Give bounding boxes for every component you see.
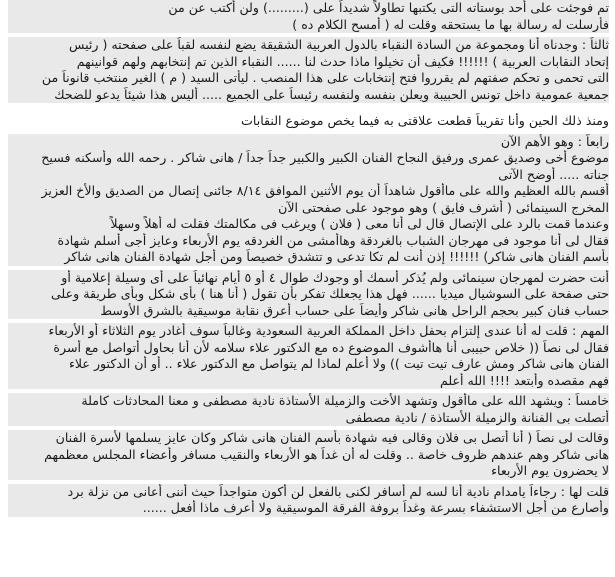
text-line: ثالثاً : وجدناه أنا ومجموعة من السادة النقباء بالدول العربية الشقيقة يضع لنفسه لقباً على صفحته ( رئيس — [69, 37, 609, 52]
text-line: جناته ..... أوضح الآتى — [498, 166, 609, 182]
text-line: قلت لها : رجاءاً يامدام نادية أنا لسه لم أسافر لكنى بالفعل لن أكون متواجداً حيث أننى أعانى من نزلة برد — [67, 483, 609, 499]
paragraph — [8, 0, 609, 33]
text-line: حساب فنان كبير بحجم الراحل هانى شاكر وأيضاً على حساب أعرق نقابة موسيقية بالشرق الأوسط — [100, 302, 609, 318]
text-line: وأصارع من أجل الاستشفاء بسرعة وغداً بروفة الفرقة الموسيقية ولا أعرف ماذا أفعل ...... — [142, 500, 609, 515]
text-line: فأرسلت له رسالة بها ما يستحقه وقلت له ( أمسح الكلام ده ) — [292, 16, 609, 32]
text-line: فهم مقصده وأبتعد !!!! الله أعلم — [439, 372, 609, 388]
text-line: التى تحمى و تحكم صفتهم لم يقرروا فتح إنتخابات على هذا المنصب . ليأتى السيد ( م ) الغير منتخب قانوناً من — [41, 70, 609, 85]
text-line: الفنان هانى شاكر ومش عارف تيت تيت )) ولا أعلم لماذا لم يتواصل مع الدكتور علاء .. أو أن الدكتور علاء — [68, 356, 609, 371]
paragraph — [8, 393, 609, 426]
text-line: إتحاد النقابات العربية ) !!!!!! فكيف أن تخيلوا ماذا حدث لنا ...... النقباء الذين تم إنتخابهم ولهم قوانينهم — [76, 53, 609, 69]
text-line: تم فوجئت على أحد بوستاته التى يكتبها تطاولاً شديداً على (.........) ولن أكتب عن من — [168, 0, 609, 15]
paragraph — [8, 37, 609, 103]
paragraph-spacer — [8, 103, 609, 113]
text-line: لا يحضرون يوم الأربعاء — [491, 463, 609, 478]
text-line: بأسم الفنان هانى شاكر) !!!!!! إذن أنت لم تكا تدعى و تتشدق خصيصاً ومن أجل شهادة الفنان هانى شاكر — [64, 249, 609, 264]
text-line: أنت حضرت لمهرجان سينمائى ولم يُذكر أسمك أو وجودك طوال ٤ أو ٥ أيام نهائياً على أى وسيلة إعلامية أو — [61, 269, 609, 285]
paragraph — [8, 270, 609, 320]
text-line: خامساً : ويشهد الله على ماأقول وتشهد الأخت والزميلة الأستاذة نادية مصطفى و معنا المحادثات كاملة — [81, 393, 609, 408]
paragraph — [8, 430, 609, 480]
text-line: وقالت لى نصاً ( أنا أتصل بى فلان وقالى فيه شهادة بأسم الفنان هانى شاكر وكان عايز يسلمها لأسرة الفنان — [55, 430, 609, 445]
paragraph — [8, 113, 609, 130]
text-line: رابعاً : وهو الأهم الآن — [500, 133, 609, 149]
text-line: هانى شاكر وهم عندهم ظروف خاصة .. وقلت له أن غداً هو الأربعاء والنقيب مسافر وأعضاء المجلس معظمهم — [44, 446, 609, 462]
text-line: وعندما قمت بالرد على الإتصال قال لى أنا معى ( فلان ) ويرغب فى مكالمتك فقلت له أهلاً وسهلاً — [110, 216, 609, 231]
text-line: فقال لى أنا موجود فى مهرجان الشباب بالغردقة وهاأمشى من الغردقه يوم الأربعاء وعايز أجى أسلم شهادة — [57, 232, 609, 248]
text-line: أتصلت بى الفنانة والزميلة الأستاذة / نادية مصطفى — [345, 409, 609, 425]
paragraph — [8, 323, 609, 389]
text-line: ومنذ ذلك الحين وأنا تقريباً قطعت علاقتى به فيما يخص موضوع النقابات — [241, 113, 609, 128]
text-line: أقسم بالله العظيم والله على ماأقول شاهداً أن يوم الأثنين الموافق ٨/١٤ جائنى إتصال من الصديق والأخ العزيز — [41, 183, 609, 198]
text-line: فقال لى نصاً (( خلاص حبيبى أنا هاأشوف الموضوع ده مع الدكتور علاء سلامه لأن أنا بحاول أتواصل مع أسرة — [53, 339, 609, 355]
paragraph — [8, 134, 609, 266]
text-line: جمعية عمومية داخل تونس الحبيبة ويعلن بنفسه ولنفسه رئيساً على الجميع ..... أليس هذا شيئاً يدعو للضحك — [54, 86, 609, 102]
text-line: حتى صفحة على السوشيال ميديا ...... فهل هذا يجعلك تفكر بأن تقول ( أنا هنا ) بأى شكل وبأى طريقة وعلى — [50, 286, 609, 301]
text-line: موضوع أخى وصديق عمرى ورفيق النجاح الفنان الكبير والكبير جداً جداً / هانى شاكر . رحمه الله وأسكنه فسيح — [41, 150, 609, 165]
paragraph — [8, 484, 609, 517]
text-line: المهم : قلت له أنا عندى إلتزام بحفل داخل المملكة العربية السعودية وغالباً سوف أغادر يوم الثلاثاء أو الأربعاء — [48, 323, 609, 338]
text-line: المخرج السينمائى ( أشرف فايق ) وهو موجود على صفحتى الآن — [278, 199, 609, 215]
